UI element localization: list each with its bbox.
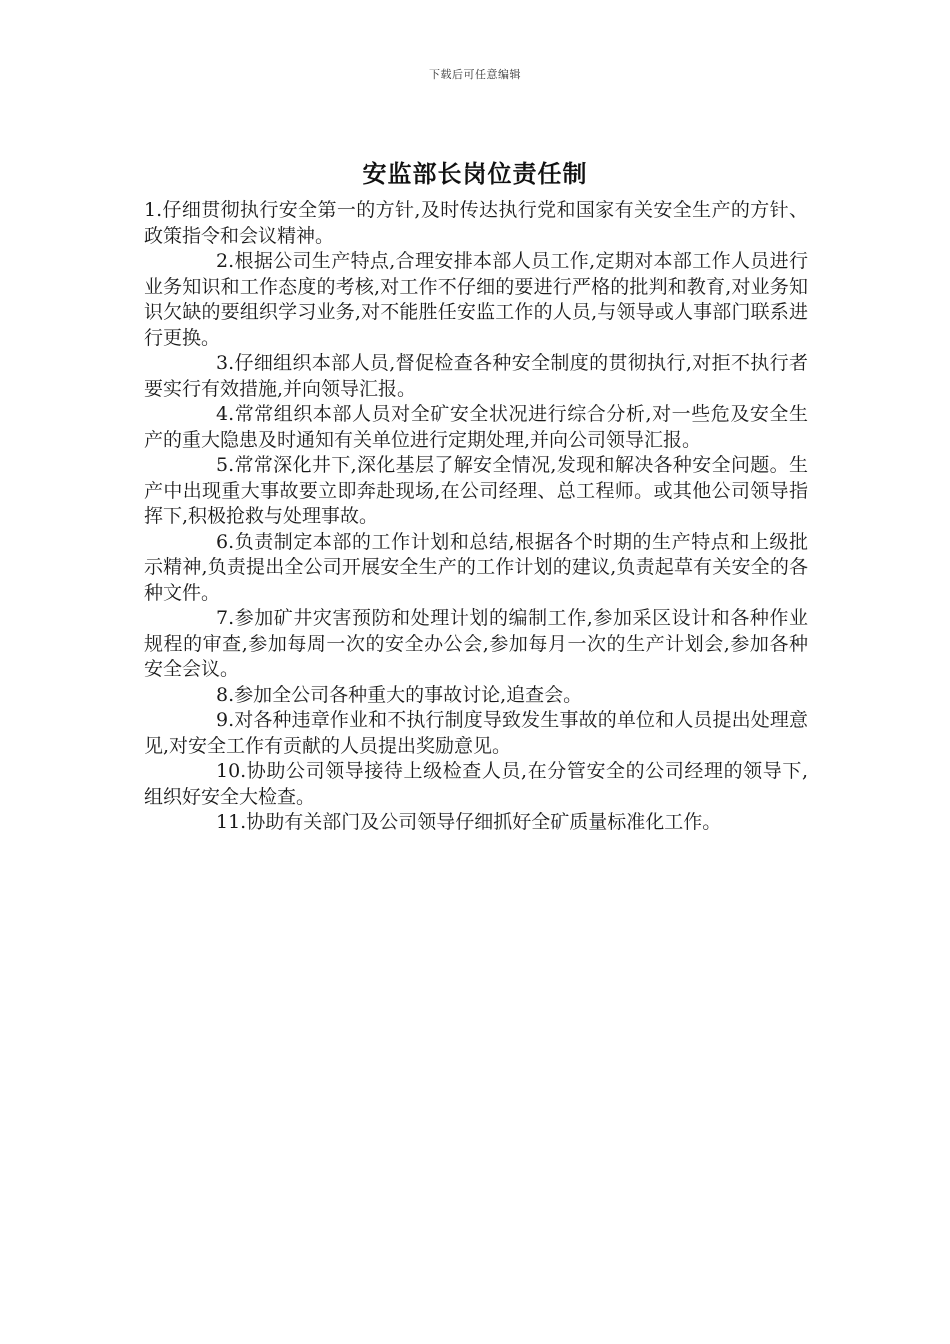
paragraph-3: 3.仔细组织本部人员,督促检查各种安全制度的贯彻执行,对拒不执行者要实行有效措施,并向领导汇报。 bbox=[144, 352, 808, 400]
paragraph-4: 4.常常组织本部人员对全矿安全状况进行综合分析,对一些危及安全生产的重大隐患及时通知有关单位进行定期处理,并向公司领导汇报。 bbox=[144, 403, 808, 451]
paragraph-5: 5.常常深化井下,深化基层了解安全情况,发现和解决各种安全问题。生产中出现重大事故要立即奔赴现场,在公司经理、总工程师。或其他公司领导指挥下,积极抢救与处理事故。 bbox=[144, 454, 808, 527]
paragraph-2: 2.根据公司生产特点,合理安排本部人员工作,定期对本部工作人员进行业务知识和工作态度的考核,对工作不仔细的要进行严格的批判和教育,对业务知识欠缺的要组织学习业务,对不能胜任安监工作的人员,与领导或人事部门联系进行更换。 bbox=[144, 250, 808, 349]
paragraph-9: 9.对各种违章作业和不执行制度导致发生事故的单位和人员提出处理意见,对安全工作有贡献的人员提出奖励意见。 bbox=[144, 709, 808, 757]
paragraph-8: 8.参加全公司各种重大的事故讨论,追查会。 bbox=[216, 683, 583, 706]
document-body bbox=[144, 198, 808, 836]
paragraph-6: 6.负责制定本部的工作计划和总结,根据各个时期的生产特点和上级批示精神,负责提出全公司开展安全生产的工作计划的建议,负责起草有关安全的各种文件。 bbox=[144, 530, 808, 604]
paragraph-7: 7.参加矿井灾害预防和处理计划的编制工作,参加采区设计和各种作业规程的审查,参加每周一次的安全办公会,参加每月一次的生产计划会,参加各种安全会议。 bbox=[144, 607, 808, 680]
document-title: 安监部长岗位责任制 bbox=[362, 160, 588, 188]
header-note: 下载后可任意编辑 bbox=[429, 68, 521, 81]
paragraph-11: 11.协助有关部门及公司领导仔细抓好全矿质量标准化工作。 bbox=[216, 811, 722, 833]
paragraph-10: 10.协助公司领导接待上级检查人员,在分管安全的公司经理的领导下,组织好安全大检查。 bbox=[144, 760, 808, 808]
paragraph-1: 1.仔细贯彻执行安全第一的方针,及时传达执行党和国家有关安全生产的方针、政策指令和会议精神。 bbox=[144, 199, 808, 247]
